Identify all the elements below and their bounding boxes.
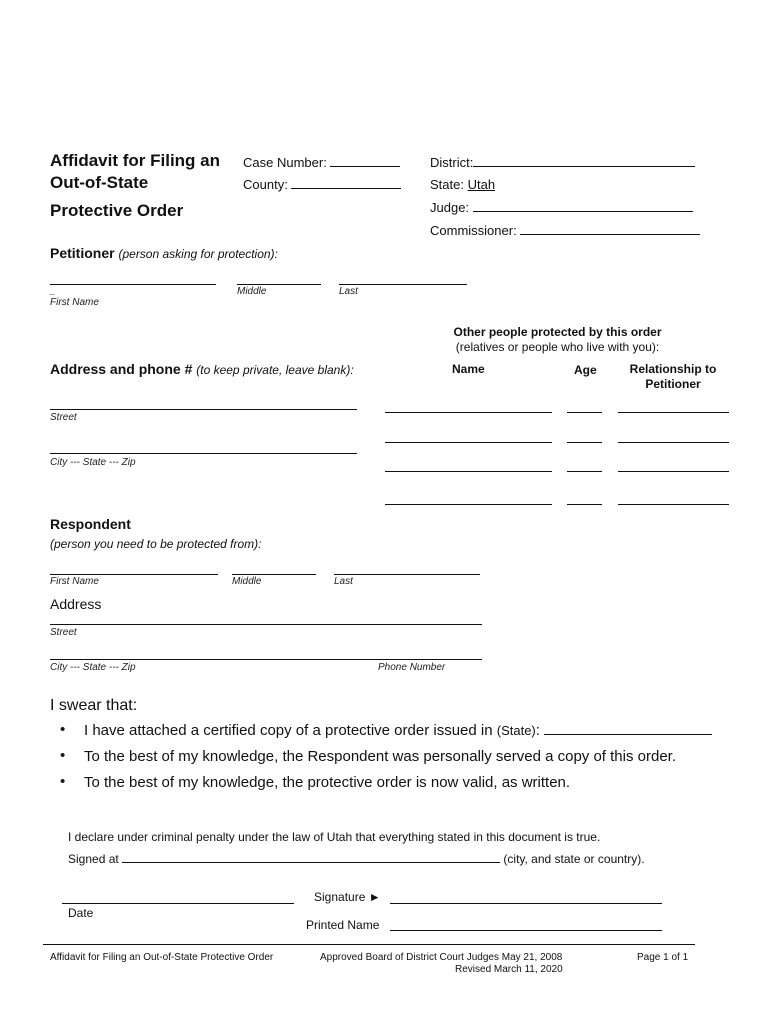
- others-age-line[interactable]: [567, 471, 602, 472]
- swear-item-1-state: (State): [496, 723, 536, 738]
- state-label: State:: [430, 177, 464, 192]
- others-col-relationship-2: Petitioner: [645, 377, 701, 391]
- case-number-blank[interactable]: [330, 166, 400, 167]
- others-relationship-line[interactable]: [618, 504, 729, 505]
- district-label: District:: [430, 155, 474, 170]
- petitioner-last-caption: Last: [339, 286, 358, 297]
- others-relationship-line[interactable]: [618, 471, 729, 472]
- petitioner-dash: _: [50, 285, 56, 296]
- respondent-middle-caption: Middle: [232, 576, 262, 587]
- printed-name-label: Printed Name: [306, 918, 380, 932]
- district-blank[interactable]: [473, 166, 695, 167]
- judge-label: Judge:: [430, 200, 470, 215]
- form-title-line-1: Affidavit for Filing an: [50, 151, 220, 170]
- judge-blank[interactable]: [473, 211, 693, 212]
- respondent-first-name-line[interactable]: [50, 574, 218, 575]
- footer-revised: Revised March 11, 2020: [455, 964, 563, 975]
- footer-divider: [43, 944, 695, 945]
- signed-at-field[interactable]: [68, 852, 645, 866]
- footer-page-number: Page 1 of 1: [637, 952, 689, 963]
- declaration-text: I declare under criminal penalty under the law of Utah that everything stated in this document is true.: [68, 830, 601, 844]
- respondent-city-line[interactable]: [50, 659, 482, 660]
- respondent-street-caption: Street: [50, 627, 77, 638]
- petitioner-first-name-line[interactable]: [50, 284, 216, 285]
- others-name-line[interactable]: [385, 504, 552, 505]
- others-relationship-line[interactable]: [618, 442, 729, 443]
- county-field[interactable]: [243, 177, 401, 192]
- respondent-phone-caption: Phone Number: [378, 662, 446, 673]
- footer-form-name: Affidavit for Filing an Out-of-State Protective Order: [50, 952, 274, 963]
- others-age-line[interactable]: [567, 412, 602, 413]
- swear-item-3: To the best of my knowledge, the protective order is now valid, as written.: [84, 774, 571, 791]
- signature-line[interactable]: [390, 903, 662, 904]
- petitioner-middle-line[interactable]: [237, 284, 321, 285]
- swear-item-2: To the best of my knowledge, the Respondent was personally served a copy of this order.: [84, 748, 677, 765]
- petitioner-last-line[interactable]: [339, 284, 467, 285]
- judge-field[interactable]: [430, 200, 693, 215]
- respondent-last-caption: Last: [334, 576, 353, 587]
- others-col-age: Age: [574, 363, 597, 377]
- respondent-first-name-caption: First Name: [50, 576, 99, 587]
- county-label: County:: [243, 177, 288, 192]
- others-name-line[interactable]: [385, 412, 552, 413]
- case-number-field[interactable]: [243, 155, 400, 170]
- others-relationship-line[interactable]: [618, 412, 729, 413]
- county-blank[interactable]: [291, 188, 401, 189]
- state-field: [430, 177, 495, 192]
- others-subheading: (relatives or people who live with you):: [455, 340, 660, 354]
- printed-name-line[interactable]: [390, 930, 662, 931]
- bullet-icon: •: [60, 747, 66, 764]
- petitioner-note: (person asking for protection):: [118, 247, 278, 261]
- commissioner-blank[interactable]: [520, 234, 700, 235]
- others-name-line[interactable]: [385, 442, 552, 443]
- swear-item-1: I have attached a certified copy of a protective order issued in (State):: [84, 722, 712, 739]
- signature-label: Signature ►: [314, 890, 381, 904]
- form-title-line-3: Protective Order: [50, 201, 184, 220]
- respondent-last-line[interactable]: [334, 574, 480, 575]
- others-col-relationship-1: Relationship to: [629, 362, 717, 376]
- petitioner-city-line[interactable]: [50, 453, 357, 454]
- petitioner-first-name-caption: First Name: [50, 297, 99, 308]
- state-value: Utah: [467, 177, 496, 192]
- others-name-line[interactable]: [385, 471, 552, 472]
- others-age-line[interactable]: [567, 442, 602, 443]
- petitioner-middle-caption: Middle: [237, 286, 267, 297]
- respondent-city-caption: City --- State --- Zip: [50, 662, 136, 673]
- commissioner-label: Commissioner:: [430, 223, 517, 238]
- form-title-line-2: Out-of-State: [50, 173, 149, 192]
- address-phone-note: (to keep private, leave blank):: [196, 363, 354, 377]
- petitioner-city-caption: City --- State --- Zip: [50, 457, 136, 468]
- respondent-street-line[interactable]: [50, 624, 482, 625]
- date-label: Date: [68, 906, 94, 920]
- signed-at-label: Signed at: [68, 852, 119, 866]
- district-field[interactable]: [430, 155, 695, 170]
- signed-at-blank[interactable]: [122, 862, 500, 863]
- respondent-middle-line[interactable]: [232, 574, 316, 575]
- others-age-line[interactable]: [567, 504, 602, 505]
- issuing-state-blank[interactable]: [544, 734, 712, 735]
- bullet-icon: •: [60, 721, 66, 738]
- address-phone-heading: Address and phone # (to keep private, leave blank):: [50, 361, 354, 377]
- respondent-note: (person you need to be protected from):: [50, 537, 262, 551]
- commissioner-field[interactable]: [430, 223, 700, 238]
- case-number-label: Case Number:: [243, 155, 327, 170]
- footer-approved: Approved Board of District Court Judges May 21, 2008: [320, 952, 563, 963]
- respondent-heading: Respondent: [50, 516, 131, 532]
- petitioner-street-caption: Street: [50, 412, 77, 423]
- petitioner-heading: Petitioner (person asking for protection):: [50, 245, 278, 261]
- others-heading: Other people protected by this order: [453, 325, 662, 339]
- signed-at-suffix: (city, and state or country).: [503, 852, 645, 866]
- petitioner-street-line[interactable]: [50, 409, 357, 410]
- date-line[interactable]: [62, 903, 294, 904]
- bullet-icon: •: [60, 773, 66, 790]
- respondent-address-heading: Address: [50, 596, 102, 612]
- swear-heading: I swear that:: [50, 697, 138, 714]
- others-col-name: Name: [452, 362, 485, 376]
